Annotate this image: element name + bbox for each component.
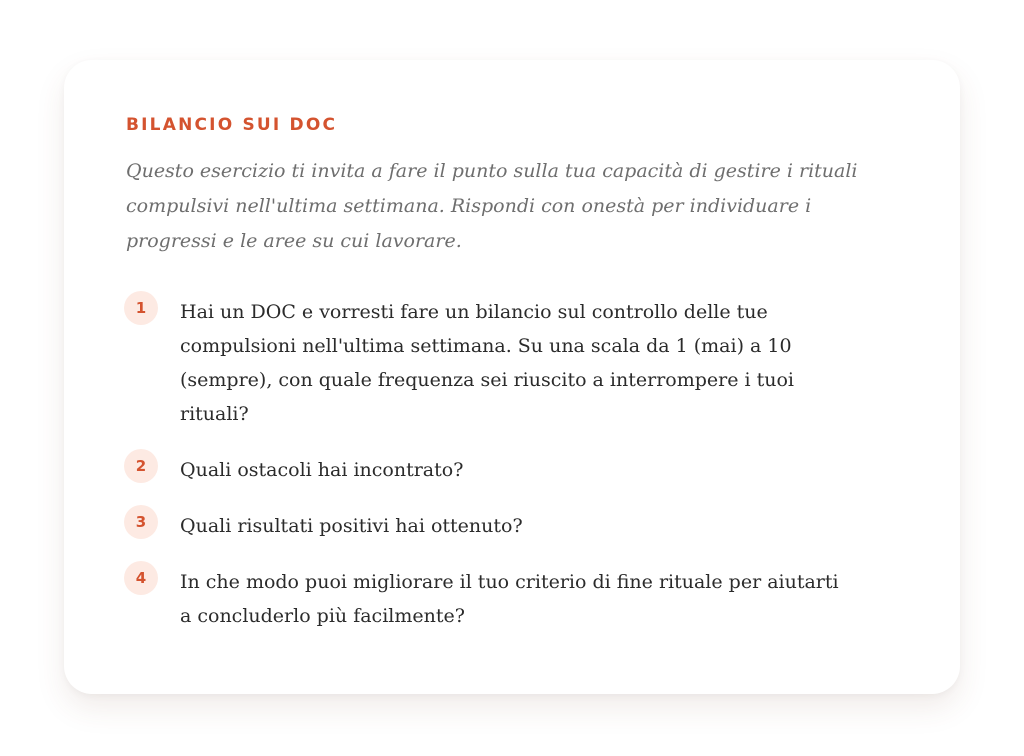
question-number-badge: 4 (124, 561, 158, 595)
question-text: Quali ostacoli hai incontrato? (180, 459, 464, 481)
question-number-badge: 3 (124, 505, 158, 539)
exercise-title: BILANCIO SUI DOC (126, 115, 338, 135)
exercise-intro: Questo esercizio ti invita a fare il punto sulla tua capacità di gestire i rituali compulsivi nell'ultima settimana. Rispondi con onestà per individuare i progressi e le aree su cui lavorare. (126, 160, 858, 252)
question-item (126, 563, 898, 633)
question-list (126, 293, 898, 633)
question-item (126, 451, 898, 487)
question-text: In che modo puoi migliorare il tuo criterio di fine rituale per aiutarti a concluderlo più facilmente? (180, 571, 839, 627)
question-number-badge: 2 (124, 449, 158, 483)
question-number-badge: 1 (124, 291, 158, 325)
question-item (126, 507, 898, 543)
exercise-card (64, 60, 960, 694)
question-text: Quali risultati positivi hai ottenuto? (180, 515, 523, 537)
question-text: Hai un DOC e vorresti fare un bilancio sul controllo delle tue compulsioni nell'ultima settimana. Su una scala da 1 (mai) a 10 (sempre), con quale frequenza sei riuscito a interrompere i tuoi rituali? (180, 301, 795, 425)
question-item (126, 293, 898, 431)
